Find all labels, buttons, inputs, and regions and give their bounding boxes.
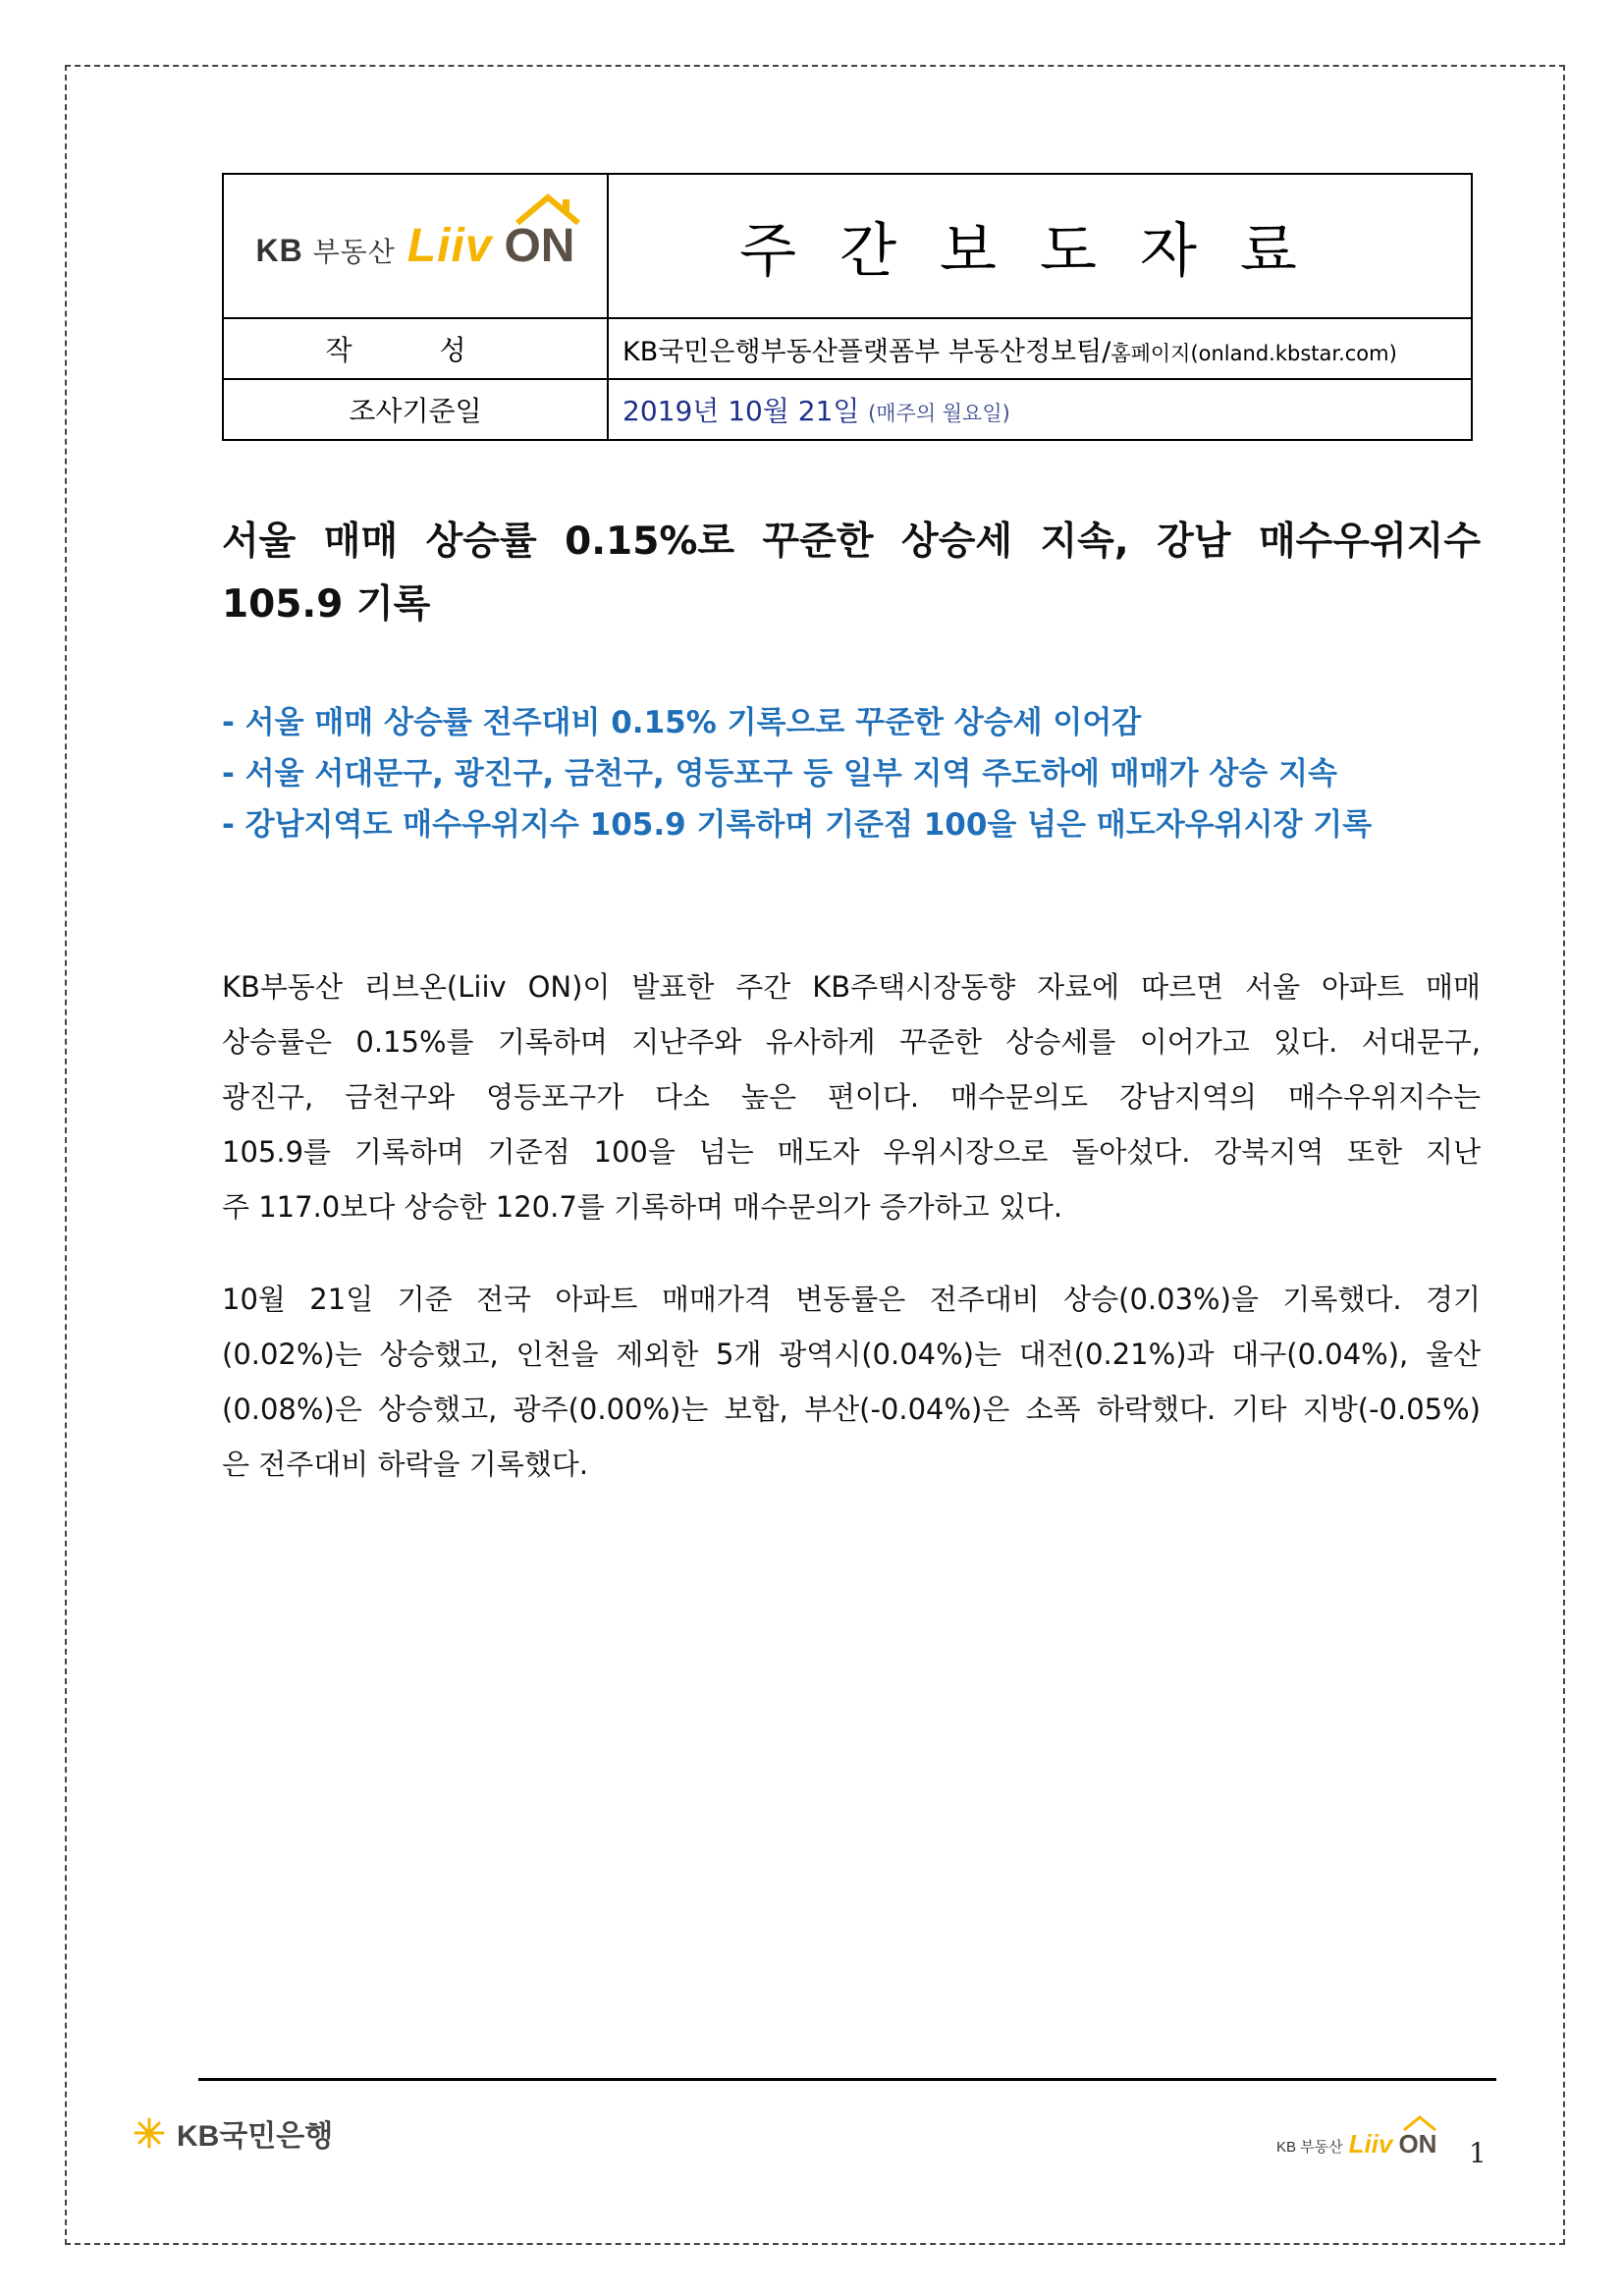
headline — [222, 511, 1481, 636]
logo-kb-korean: 부동산 — [312, 236, 396, 267]
report-title: 주간보도자료 — [608, 174, 1472, 318]
body-paragraph-1 — [222, 959, 1481, 1234]
homepage-text: 홈페이지(onland.kbstar.com) — [1110, 341, 1397, 365]
survey-date-note: (매주의 월요일) — [868, 402, 1010, 425]
footer-logo-kb: KB 부동산 — [1276, 2139, 1343, 2156]
paragraph-line: 105.9를 기록하며 기준점 100을 넘는 매도자 우위시장으로 돌아섰다. 강북지역 또한 지난 — [222, 1135, 1481, 1169]
kb-bank-name: KB국민은행 — [177, 2120, 334, 2153]
summary-bullet: - 서울 매매 상승률 전주대비 0.15% 기록으로 꾸준한 상승세 이어감 — [222, 705, 1142, 740]
kb-bank-logo — [132, 2111, 333, 2155]
paragraph-line: 상승률은 0.15%를 기록하며 지난주와 유사하게 꾸준한 상승세를 이어가고 있다. 서대문구, — [222, 1025, 1481, 1059]
footer-liiv-on-logo — [1276, 2131, 1436, 2157]
survey-date-label: 조사기준일 — [223, 379, 608, 440]
kb-star-icon — [132, 2115, 167, 2151]
paragraph-line: 은 전주대비 하락을 기록했다. — [222, 1448, 589, 1481]
logo-cell — [223, 174, 608, 318]
footer-logo-liiv: Liiv — [1348, 2129, 1393, 2159]
survey-date-value — [608, 379, 1472, 440]
logo-on-text: ON — [504, 219, 575, 272]
kb-liiv-on-logo — [255, 219, 575, 272]
paragraph-line: KB부동산 리브온(Liiv ON)이 발표한 주간 KB주택시장동향 자료에 따르면 서울 아파트 매매 — [222, 970, 1481, 1004]
summary-bullet: - 강남지역도 매수우위지수 105.9 기록하며 기준점 100을 넘은 매도자우위시장 기록 — [222, 807, 1373, 843]
paragraph-line: (0.08%)은 상승했고, 광주(0.00%)는 보합, 부산(-0.04%)은 소폭 하락했다. 기타 지방(-0.05%) — [222, 1393, 1481, 1426]
paragraph-line: 광진구, 금천구와 영등포구가 다소 높은 편이다. 매수문의도 강남지역의 매수우위지수는 — [222, 1080, 1481, 1114]
logo-kb-text: KB — [255, 232, 303, 268]
author-value — [608, 318, 1472, 379]
page-number: 1 — [1469, 2137, 1487, 2169]
summary-bullets — [222, 697, 1488, 850]
paragraph-line: 10월 21일 기준 전국 아파트 매매가격 변동률은 전주대비 상승(0.03%)을 기록했다. 경기 — [222, 1283, 1481, 1316]
paragraph-line: 주 117.0보다 상승한 120.7를 기록하며 매수문의가 증가하고 있다. — [222, 1190, 1063, 1224]
header-table — [222, 173, 1473, 441]
survey-date: 2019년 10월 21일 — [622, 395, 860, 427]
headline-line-1: 서울 매매 상승률 0.15%로 꾸준한 상승세 지속, 강남 매수우위지수 — [222, 519, 1481, 564]
body-paragraph-2 — [222, 1272, 1481, 1492]
author-team: KB국민은행부동산플랫폼부 부동산정보팀/ — [622, 336, 1111, 367]
footer-divider — [198, 2078, 1496, 2081]
house-roof-icon — [1402, 2115, 1437, 2131]
footer-logo-on: ON — [1398, 2129, 1437, 2159]
headline-line-2: 105.9 기록 — [222, 582, 431, 627]
summary-bullet: - 서울 서대문구, 광진구, 금천구, 영등포구 등 일부 지역 주도하에 매매가 상승 지속 — [222, 756, 1337, 792]
paragraph-line: (0.02%)는 상승했고, 인천을 제외한 5개 광역시(0.04%)는 대전(0.21%)과 대구(0.04%), 울산 — [222, 1338, 1481, 1371]
author-label: 작 성 — [223, 318, 608, 379]
logo-liiv-text: Liiv — [406, 219, 493, 272]
house-roof-icon — [514, 193, 582, 225]
